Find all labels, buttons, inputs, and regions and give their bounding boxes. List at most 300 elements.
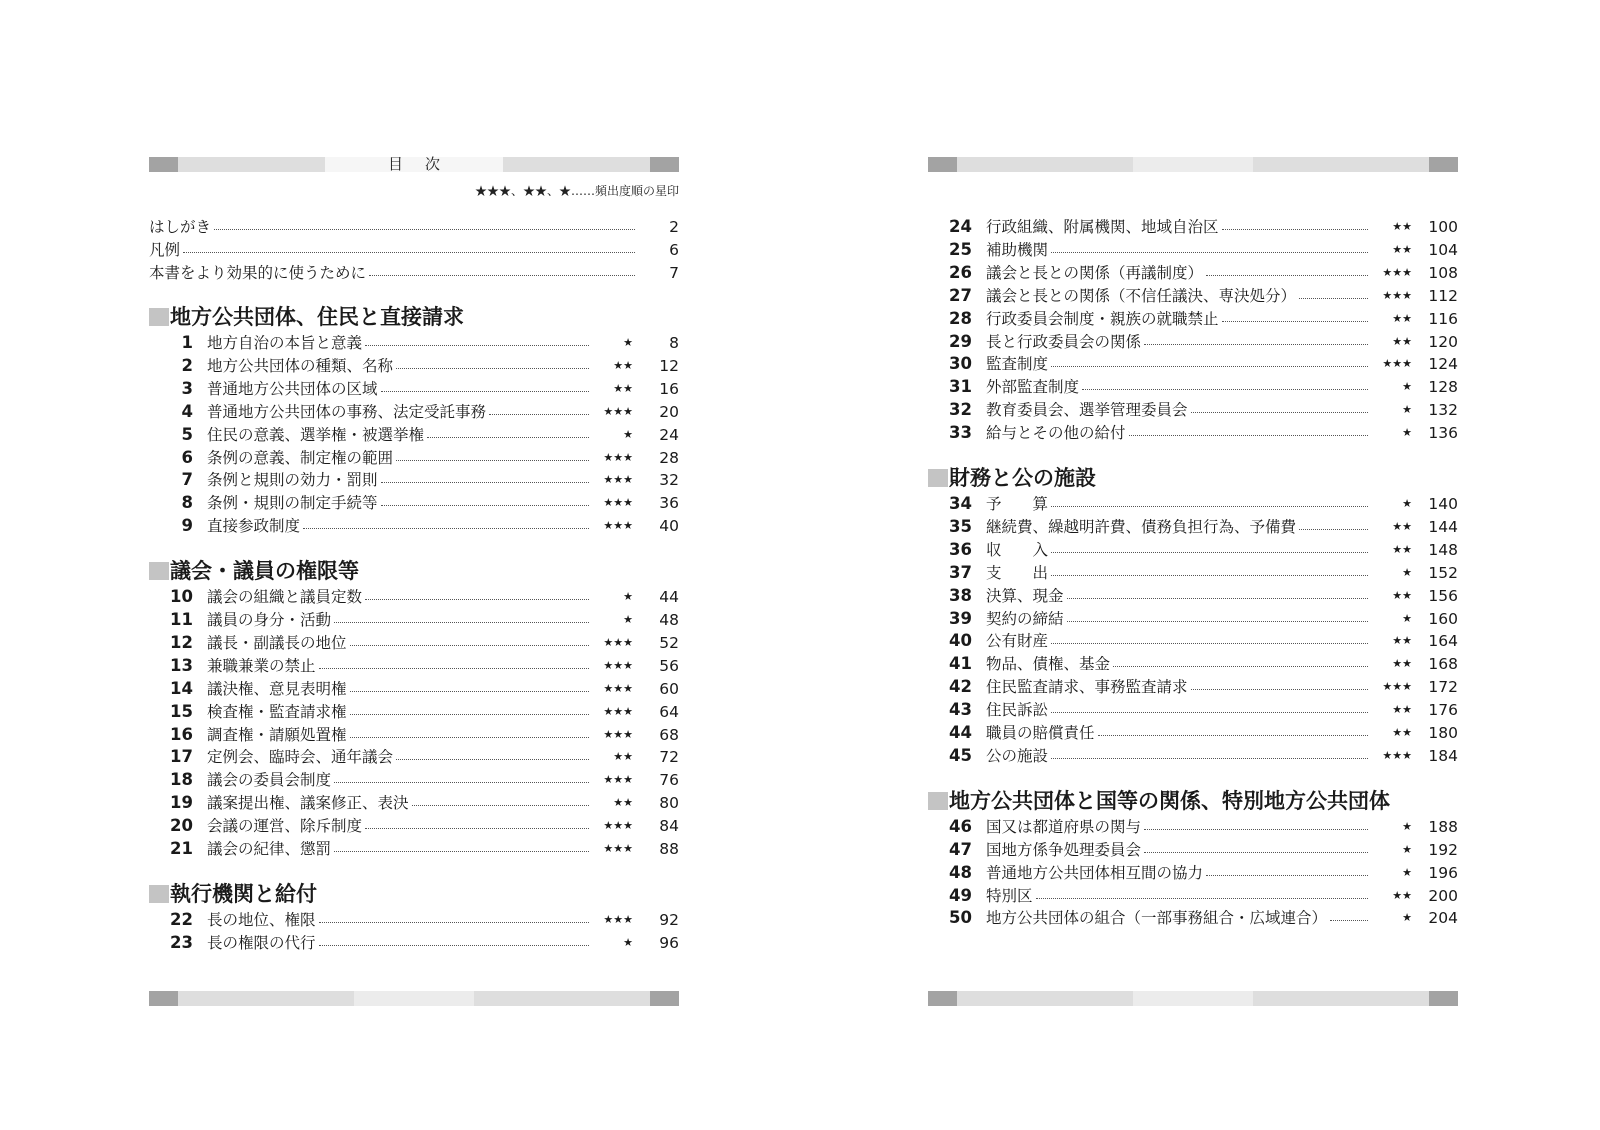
entry-title: 地方自治の本旨と意義 [207, 334, 363, 352]
entry-title: 条例・規則の制定手続等 [207, 494, 378, 513]
frequency-stars: ★★ [1368, 516, 1412, 538]
toc-entry[interactable] [928, 839, 1458, 861]
entry-page-number: 6 [669, 240, 679, 259]
toc-entry[interactable] [928, 745, 1458, 767]
section-heading [928, 465, 1096, 491]
entry-page-number: 200 [1428, 886, 1458, 905]
dot-leader [1082, 389, 1368, 390]
entry-number: 42 [949, 677, 972, 697]
dot-leader [1191, 689, 1368, 690]
entry-title: 普通地方公共団体の事務、法定受託事務 [207, 402, 487, 421]
toc-entry[interactable] [149, 655, 679, 677]
entry-title: 会議の運営、除斥制度 [207, 817, 363, 836]
entry-page-number: 116 [1428, 309, 1458, 328]
dot-leader [1051, 643, 1368, 644]
dot-leader [396, 759, 589, 760]
frequency-stars: ★ [1368, 562, 1412, 584]
entry-page-number: 148 [1428, 540, 1458, 559]
toc-entry[interactable] [149, 678, 679, 700]
toc-entry[interactable] [928, 608, 1458, 630]
entry-title: 議員の身分・活動 [207, 611, 332, 629]
toc-entry[interactable] [928, 493, 1458, 515]
entry-title: 定例会、臨時会、通年議会 [207, 748, 394, 767]
frequency-stars: ★ [589, 586, 633, 608]
frequency-stars: ★★★ [589, 678, 633, 700]
dot-leader [1299, 529, 1368, 530]
frequency-stars: ★★★ [589, 701, 633, 723]
entry-page-number: 80 [659, 794, 679, 813]
entry-number: 2 [181, 355, 193, 375]
section-heading-text: 執行機関と給付 [170, 881, 317, 906]
toc-entry[interactable] [928, 562, 1458, 584]
dot-leader [1222, 321, 1368, 322]
entry-page-number: 180 [1428, 724, 1458, 742]
entry-title: 補助機関 [986, 240, 1049, 259]
entry-title: 条例と規則の効力・罰則 [207, 471, 378, 490]
dot-leader [334, 622, 589, 623]
frequency-stars: ★★★ [1368, 676, 1412, 698]
entry-number: 36 [949, 539, 972, 559]
dot-leader [1206, 275, 1368, 276]
dot-leader [381, 391, 589, 392]
dot-leader [350, 645, 589, 646]
frequency-stars: ★★★ [589, 909, 633, 931]
entry-title: 国地方係争処理委員会 [986, 840, 1142, 859]
header-bar [149, 157, 679, 172]
entry-page-number: 88 [659, 840, 679, 858]
front-matter-entry[interactable] [149, 239, 679, 261]
toc-entry[interactable] [149, 792, 679, 814]
frequency-stars: ★ [1368, 862, 1412, 884]
entry-page-number: 108 [1428, 263, 1458, 282]
entry-title: 議会の委員会制度 [207, 771, 332, 790]
dot-leader [1129, 435, 1368, 436]
frequency-stars: ★ [1368, 816, 1412, 838]
entry-number: 49 [949, 885, 972, 905]
dot-leader [1113, 666, 1368, 667]
entry-title: 検査権・監査請求権 [207, 702, 347, 721]
entry-title: 凡例 [149, 240, 181, 259]
entry-title: 議会と長との関係（再議制度） [986, 263, 1204, 282]
entry-page-number: 20 [659, 402, 679, 421]
dot-leader [183, 252, 635, 253]
entry-title: 住民監査請求、事務監査請求 [986, 678, 1188, 697]
entry-title: 普通地方公共団体の区域 [207, 379, 378, 398]
entry-number: 33 [949, 423, 972, 443]
section-heading [149, 558, 359, 584]
toc-entry[interactable] [928, 422, 1458, 444]
entry-number: 39 [949, 608, 972, 628]
toc-entry[interactable] [149, 355, 679, 377]
entry-number: 1 [181, 333, 193, 352]
entry-page-number: 104 [1428, 240, 1458, 259]
toc-entry[interactable] [149, 447, 679, 469]
entry-page-number: 76 [659, 771, 679, 790]
toc-entry[interactable] [928, 722, 1458, 744]
entry-title: 地方公共団体の種類、名称 [207, 356, 394, 375]
entry-page-number: 84 [659, 817, 679, 836]
entry-number: 45 [949, 745, 972, 765]
left-page [149, 0, 679, 1130]
star-legend: ★★★、★★、★……頻出度順の星印 [474, 184, 679, 198]
toc-entry[interactable] [149, 332, 679, 354]
toc-entry[interactable] [928, 285, 1458, 307]
entry-number: 17 [170, 747, 193, 767]
toc-entry[interactable] [149, 746, 679, 768]
entry-number: 27 [949, 285, 972, 305]
toc-entry[interactable] [928, 539, 1458, 561]
dot-leader [334, 782, 589, 783]
toc-entry[interactable] [149, 515, 679, 537]
entry-page-number: 184 [1428, 746, 1458, 765]
frequency-stars: ★★ [1368, 585, 1412, 607]
frequency-stars: ★★★ [589, 838, 633, 860]
toc-entry[interactable] [149, 424, 679, 446]
entry-title: 議長・副議長の地位 [207, 633, 347, 652]
dot-leader [1067, 621, 1368, 622]
toc-entry[interactable] [149, 586, 679, 608]
frequency-stars: ★★ [589, 355, 633, 377]
entry-number: 22 [170, 909, 193, 929]
entry-number: 11 [170, 610, 193, 629]
dot-leader [1051, 575, 1368, 576]
entry-page-number: 68 [659, 725, 679, 744]
entry-page-number: 36 [659, 494, 679, 513]
entry-page-number: 16 [659, 379, 679, 398]
entry-title: 住民の意義、選挙権・被選挙権 [207, 425, 425, 444]
frequency-stars: ★ [589, 932, 633, 954]
entry-page-number: 2 [669, 218, 679, 236]
entry-page-number: 188 [1428, 817, 1458, 836]
entry-page-number: 176 [1428, 701, 1458, 720]
entry-page-number: 40 [659, 517, 679, 536]
toc-entry[interactable] [149, 909, 679, 931]
entry-page-number: 64 [659, 702, 679, 721]
section-heading-text: 議会・議員の権限等 [170, 559, 359, 584]
entry-number: 44 [949, 723, 972, 742]
frequency-stars: ★ [1368, 608, 1412, 630]
section-heading [149, 304, 464, 330]
entry-page-number: 12 [659, 356, 679, 375]
entry-title: 予 算 [986, 495, 1049, 513]
toc-entry[interactable] [928, 331, 1458, 353]
toc-entry[interactable] [928, 630, 1458, 652]
frequency-stars: ★★ [1368, 216, 1412, 238]
entry-title: 契約の締結 [986, 609, 1064, 628]
entry-number: 7 [181, 470, 193, 490]
frequency-stars: ★★★ [589, 401, 633, 423]
frequency-stars: ★ [1368, 839, 1412, 861]
frequency-stars: ★★★ [589, 469, 633, 491]
entry-page-number: 52 [659, 633, 679, 652]
front-matter-entry[interactable] [149, 262, 679, 284]
dot-leader [1067, 598, 1368, 599]
entry-title: 行政組織、附属機関、地域自治区 [986, 218, 1219, 236]
entry-title: 行政委員会制度・親族の就職禁止 [986, 309, 1219, 328]
frequency-stars: ★ [589, 609, 633, 631]
frequency-stars: ★★ [589, 378, 633, 400]
entry-page-number: 172 [1428, 678, 1458, 697]
frequency-stars: ★★★ [589, 492, 633, 514]
entry-title: 長の権限の代行 [207, 933, 316, 952]
entry-title: 支 出 [986, 563, 1049, 582]
entry-page-number: 72 [659, 748, 679, 767]
dot-leader [1051, 252, 1368, 253]
frequency-stars: ★★ [1368, 239, 1412, 261]
entry-title: 直接参政制度 [207, 517, 301, 536]
section-heading-text: 財務と公の施設 [949, 466, 1096, 490]
toc-entry[interactable] [149, 838, 679, 860]
entry-number: 24 [949, 217, 972, 236]
entry-number: 40 [949, 631, 972, 651]
dot-leader [1051, 552, 1368, 553]
entry-title: 決算、現金 [986, 586, 1064, 605]
toc-entry[interactable] [928, 585, 1458, 607]
toc-entry[interactable] [928, 885, 1458, 907]
dot-leader [412, 805, 589, 806]
entry-page-number: 124 [1428, 355, 1458, 374]
right-page [928, 0, 1458, 1130]
section-heading-text: 地方公共団体、住民と直接請求 [170, 305, 464, 329]
entry-page-number: 164 [1428, 632, 1458, 651]
entry-number: 38 [949, 585, 972, 605]
entry-number: 37 [949, 562, 972, 582]
entry-page-number: 132 [1428, 401, 1458, 420]
header-bar [928, 157, 1458, 172]
entry-page-number: 144 [1428, 517, 1458, 536]
toc-entry[interactable] [928, 399, 1458, 421]
entry-page-number: 44 [659, 588, 679, 607]
entry-title: 長の地位、権限 [207, 910, 316, 929]
toc-entry[interactable] [928, 816, 1458, 838]
entry-number: 43 [949, 700, 972, 720]
toc-entry[interactable] [149, 769, 679, 791]
entry-page-number: 48 [659, 611, 679, 629]
entry-page-number: 7 [669, 263, 679, 282]
dot-leader [489, 414, 589, 415]
frequency-stars: ★★★ [589, 632, 633, 654]
dot-leader [1144, 852, 1368, 853]
toc-entry[interactable] [149, 815, 679, 837]
front-matter-entry[interactable] [149, 216, 679, 238]
section-marker-icon [149, 562, 169, 580]
frequency-stars: ★★★ [589, 815, 633, 837]
frequency-stars: ★★★ [589, 769, 633, 791]
entry-number: 5 [181, 424, 193, 444]
toc-entry[interactable] [928, 676, 1458, 698]
frequency-stars: ★ [589, 332, 633, 354]
entry-number: 18 [170, 770, 193, 790]
entry-page-number: 140 [1428, 495, 1458, 513]
entry-number: 10 [170, 587, 193, 607]
entry-number: 28 [949, 308, 972, 328]
toc-entry[interactable] [149, 378, 679, 400]
dot-leader [1051, 506, 1368, 507]
dot-leader [350, 714, 589, 715]
entry-number: 46 [949, 816, 972, 836]
toc-entry[interactable] [928, 862, 1458, 884]
frequency-stars: ★ [589, 424, 633, 446]
toc-entry[interactable] [928, 239, 1458, 261]
toc-entry[interactable] [149, 609, 679, 631]
frequency-stars: ★★★ [589, 447, 633, 469]
dot-leader [303, 528, 589, 529]
dot-leader [1222, 229, 1368, 230]
entry-number: 13 [170, 655, 193, 675]
entry-title: 特別区 [986, 886, 1033, 905]
toc-entry[interactable] [928, 699, 1458, 721]
entry-title: 公の施設 [986, 746, 1049, 765]
toc-entry[interactable] [928, 308, 1458, 330]
entry-page-number: 100 [1428, 218, 1458, 236]
entry-number: 4 [181, 401, 193, 421]
toc-entry[interactable] [928, 216, 1458, 238]
entry-title: 本書をより効果的に使うために [149, 263, 367, 282]
entry-number: 12 [170, 632, 193, 652]
entry-number: 48 [949, 862, 972, 882]
dot-leader [1206, 875, 1368, 876]
entry-page-number: 28 [659, 448, 679, 467]
section-marker-icon [928, 792, 948, 810]
entry-number: 30 [949, 354, 972, 374]
entry-number: 26 [949, 262, 972, 282]
dot-leader [1051, 366, 1368, 367]
dot-leader [1144, 344, 1368, 345]
frequency-stars: ★ [1368, 399, 1412, 421]
entry-title: 給与とその他の給付 [986, 424, 1126, 443]
toc-entry[interactable] [928, 653, 1458, 675]
toc-entry[interactable] [149, 401, 679, 423]
entry-title: 職員の賠償責任 [986, 724, 1095, 742]
frequency-stars: ★★★ [1368, 262, 1412, 284]
entry-title: 普通地方公共団体相互間の協力 [986, 863, 1204, 882]
entry-number: 19 [170, 793, 193, 813]
entry-title: 継続費、繰越明許費、債務負担行為、予備費 [986, 517, 1297, 536]
toc-entry[interactable] [149, 469, 679, 491]
dot-leader [1330, 920, 1368, 921]
page-title: 目次 [325, 157, 503, 172]
entry-page-number: 120 [1428, 332, 1458, 351]
entry-title: 住民訴訟 [986, 701, 1049, 720]
dot-leader [396, 368, 589, 369]
frequency-stars: ★★ [1368, 885, 1412, 907]
toc-entry[interactable] [149, 492, 679, 514]
entry-page-number: 156 [1428, 586, 1458, 605]
dot-leader [365, 828, 589, 829]
section-marker-icon [928, 469, 948, 487]
dot-leader [396, 460, 589, 461]
footer-bar [928, 991, 1458, 1006]
entry-number: 15 [170, 701, 193, 721]
entry-page-number: 32 [659, 471, 679, 490]
toc-entry[interactable] [149, 701, 679, 723]
entry-title: 兼職兼業の禁止 [207, 656, 316, 675]
entry-title: 教育委員会、選挙管理委員会 [986, 401, 1188, 420]
frequency-stars: ★★ [1368, 653, 1412, 675]
entry-title: 議案提出権、議案修正、表決 [207, 794, 409, 813]
entry-page-number: 192 [1428, 840, 1458, 859]
frequency-stars: ★★ [1368, 308, 1412, 330]
toc-entry[interactable] [149, 724, 679, 746]
frequency-stars: ★★ [1368, 630, 1412, 652]
entry-title: 長と行政委員会の関係 [986, 332, 1142, 351]
section-marker-icon [149, 308, 169, 326]
entry-number: 23 [170, 932, 193, 952]
dot-leader [334, 851, 589, 852]
frequency-stars: ★★★ [589, 724, 633, 746]
entry-page-number: 92 [659, 910, 679, 929]
section-heading [149, 881, 317, 907]
entry-number: 29 [949, 331, 972, 351]
dot-leader [1299, 298, 1368, 299]
frequency-stars: ★ [1368, 907, 1412, 929]
entry-title: 物品、債権、基金 [986, 655, 1111, 674]
entry-title: 地方公共団体の組合（一部事務組合・広域連合） [986, 909, 1328, 928]
dot-leader [319, 668, 589, 669]
frequency-stars: ★★★ [1368, 285, 1412, 307]
dot-leader [1051, 758, 1368, 759]
entry-number: 9 [181, 516, 193, 536]
frequency-stars: ★★★ [589, 655, 633, 677]
entry-number: 20 [170, 816, 193, 836]
entry-page-number: 8 [669, 334, 679, 352]
frequency-stars: ★★★ [1368, 353, 1412, 375]
section-heading [928, 788, 1390, 814]
toc-entry[interactable] [928, 376, 1458, 398]
frequency-stars: ★★ [1368, 699, 1412, 721]
toc-entry[interactable] [149, 632, 679, 654]
entry-page-number: 196 [1428, 863, 1458, 882]
toc-entry[interactable] [928, 353, 1458, 375]
entry-title: 国又は都道府県の関与 [986, 817, 1142, 836]
dot-leader [369, 275, 635, 276]
toc-entry[interactable] [928, 262, 1458, 284]
entry-page-number: 60 [659, 679, 679, 698]
entry-page-number: 24 [659, 425, 679, 444]
entry-number: 31 [949, 377, 972, 397]
entry-number: 34 [949, 494, 972, 513]
dot-leader [350, 737, 589, 738]
entry-number: 32 [949, 400, 972, 420]
entry-number: 21 [170, 839, 193, 858]
toc-entry[interactable] [928, 907, 1458, 929]
entry-page-number: 96 [659, 933, 679, 952]
dot-leader [350, 691, 589, 692]
toc-entry[interactable] [149, 932, 679, 954]
toc-entry[interactable] [928, 516, 1458, 538]
entry-number: 41 [949, 654, 972, 674]
dot-leader [427, 437, 589, 438]
entry-page-number: 152 [1428, 563, 1458, 582]
entry-title: 議会の組織と議員定数 [207, 588, 363, 607]
entry-title: 調査権・請願処置権 [207, 725, 347, 744]
entry-page-number: 168 [1428, 655, 1458, 674]
entry-title: 議会の紀律、懲罰 [207, 840, 332, 858]
entry-number: 16 [170, 724, 193, 744]
entry-title: 外部監査制度 [986, 378, 1080, 397]
frequency-stars: ★★ [589, 792, 633, 814]
dot-leader [381, 482, 589, 483]
entry-page-number: 136 [1428, 424, 1458, 443]
dot-leader [365, 599, 589, 600]
entry-number: 3 [181, 378, 193, 398]
section-marker-icon [149, 885, 169, 903]
entry-number: 35 [949, 516, 972, 536]
dot-leader [365, 345, 589, 346]
entry-number: 25 [949, 239, 972, 259]
entry-page-number: 112 [1428, 286, 1458, 305]
frequency-stars: ★★ [1368, 539, 1412, 561]
